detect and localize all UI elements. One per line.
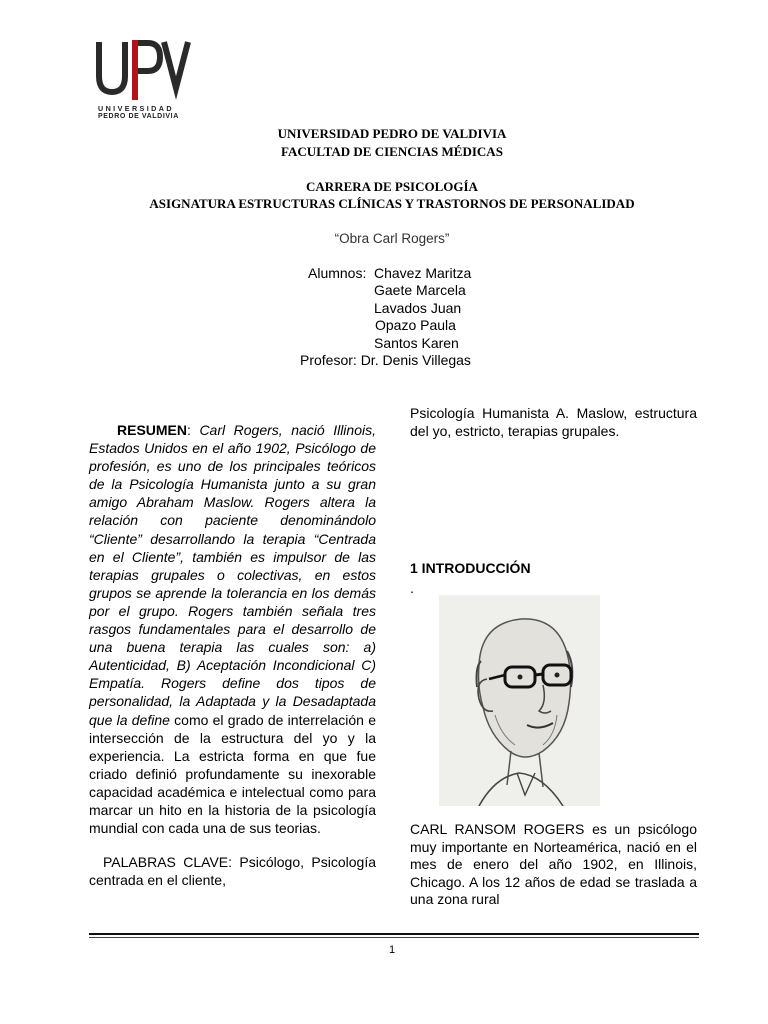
work-title: “Obra Carl Rogers” <box>334 231 450 246</box>
abstract-colon: : <box>187 422 191 438</box>
abstract-paragraph <box>89 421 376 837</box>
students-list <box>374 265 471 352</box>
faculty-name: FACULTAD DE CIENCIAS MÉDICAS <box>281 144 503 159</box>
logo-line-1: UNIVERSIDAD <box>98 104 174 113</box>
university-logo <box>96 38 192 122</box>
footer-rule-thin <box>89 937 699 938</box>
abstract-column <box>89 421 376 889</box>
footer-rule <box>89 933 699 935</box>
students-label: Alumnos: <box>308 265 367 281</box>
section-dot: . <box>410 580 414 596</box>
student-name: Chavez Maritza <box>374 265 472 281</box>
university-name: UNIVERSIDAD PEDRO DE VALDIVIA <box>277 126 507 141</box>
student-name: Lavados Juan <box>374 299 462 316</box>
keywords-paragraph: PALABRAS CLAVE: Psicólogo, Psicología centrada en el cliente, <box>89 854 376 889</box>
upv-monogram-icon <box>96 38 192 102</box>
logo-line-2: PEDRO DE VALDIVIA <box>98 113 179 120</box>
abstract-label: RESUMEN <box>117 422 188 438</box>
professor: Profesor: Dr. Denis Villegas <box>300 352 471 368</box>
abstract-normal-text: como el grado de interrelación e intersección de la estructura del yo y la experiencia. La estricta forma en que fue criado definió profundamente su inexorable capacidad académica e intelectual como para marcar un hito en la historia de la psicología mundial con cada una de sus teorias. <box>89 711 376 837</box>
subject-name: ASIGNATURA ESTRUCTURAS CLÍNICAS Y TRASTORNOS DE PERSONALIDAD <box>149 196 635 211</box>
keywords-continuation: Psicología Humanista A. Maslow, estructura del yo, estricto, terapias grupales. <box>410 405 697 440</box>
section-title: 1 INTRODUCCIÓN <box>410 560 531 576</box>
student-name: Opazo Paula <box>375 317 456 334</box>
intro-paragraph: CARL RANSOM ROGERS es un psicólogo muy importante en Norteamérica, nació en el mes de enero del año 1902, en Illinois, Chicago. A los 12 años de edad se traslada a una zona rural <box>410 821 697 907</box>
student-name: Gaete Marcela <box>374 282 466 299</box>
career-name: CARRERA DE PSICOLOGÍA <box>306 179 478 194</box>
page-number: 1 <box>388 944 396 956</box>
abstract-italic-text: Carl Rogers, nació Illinois, Estados Unidos en el año 1902, Psicólogo de profesión, es uno de los principales teóricos de la Psicología Humanista junto a su gran amigo Abraham Maslow. Rogers altera la relación con paciente denominándolo “Cliente” desarrollando la terapia “Centrada en el Cliente”, también es impulsor de las terapias grupales o colectivas, en estos grupos se aprende la tolerancia en los demás por el grupo. Rogers también señala tres rasgos fundamentales para el desarrollo de una buena terapia las cuales son: a) Autenticidad, B) Aceptación Incondicional C) Empatía. Rogers define dos tipos de personalidad, la Adaptada y la Desadaptada que la define <box>89 422 376 728</box>
portrait-sketch-icon <box>439 595 600 806</box>
carl-rogers-portrait <box>439 595 600 806</box>
student-name: Santos Karen <box>374 334 459 351</box>
